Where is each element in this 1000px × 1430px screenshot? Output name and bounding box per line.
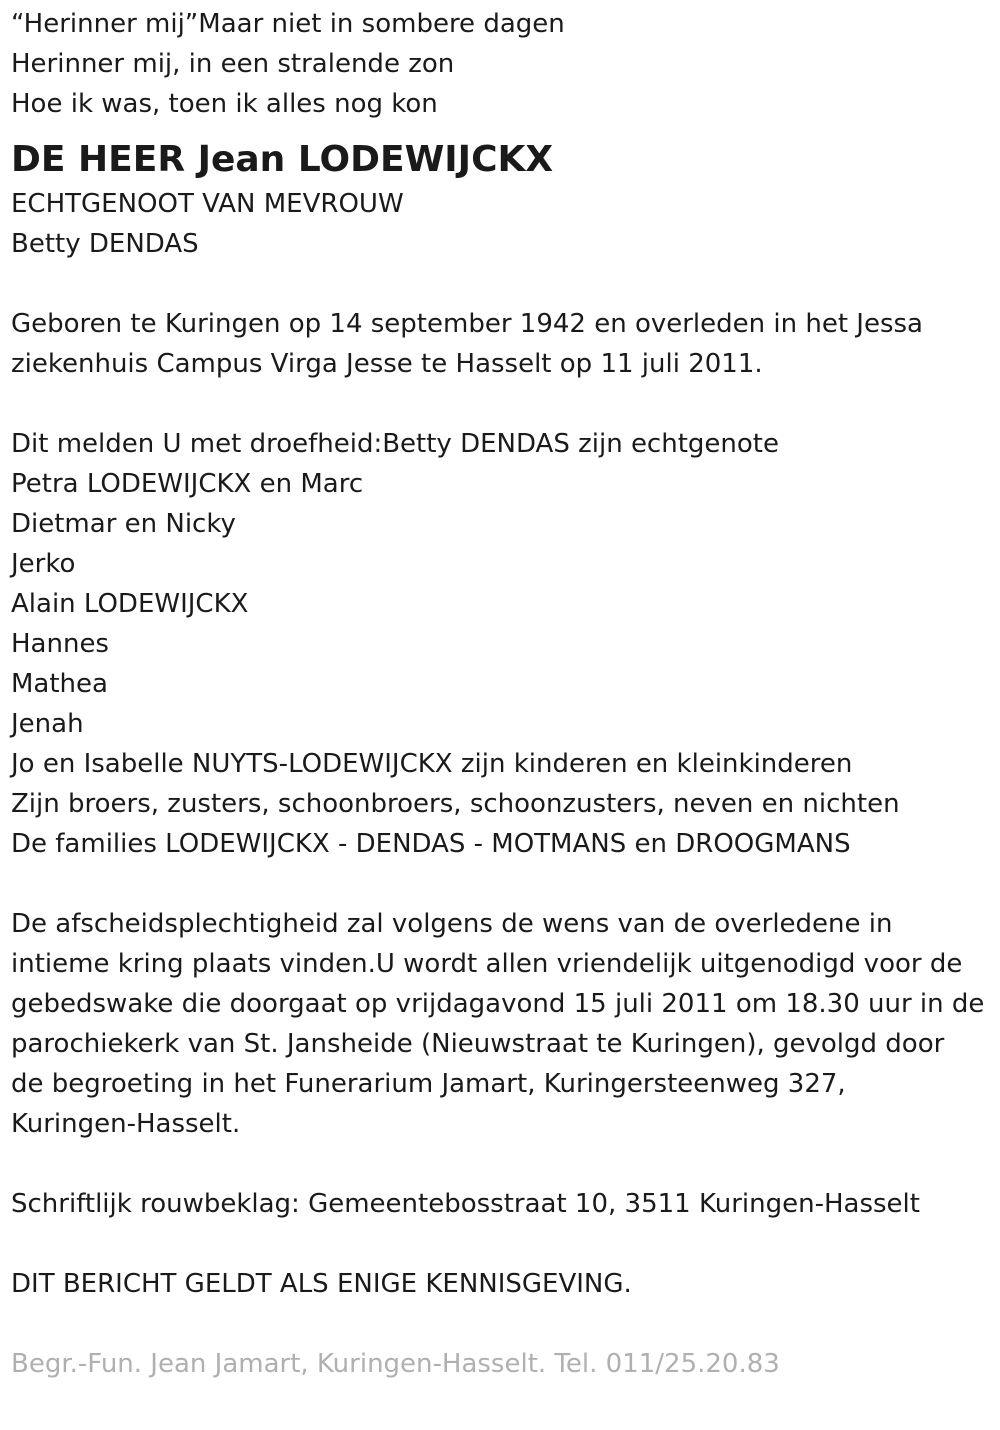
spouse-title: ECHTGENOOT VAN MEVROUW	[11, 189, 404, 219]
spacer	[11, 384, 1000, 424]
mourner-line: Jerko	[11, 549, 76, 579]
poem-line: Hoe ik was, toen ik alles nog kon	[11, 89, 438, 119]
funeral-home-footer: Begr.-Fun. Jean Jamart, Kuringen-Hasselt. Tel. 011/25.20.83	[11, 1349, 780, 1379]
spouse-name: Betty DENDAS	[11, 229, 199, 259]
mourner-line: Dietmar en Nicky	[11, 509, 236, 539]
paragraph-line: gebedswake die doorgaat op vrijdagavond 15 juli 2011 om 18.30 uur in de	[11, 989, 985, 1019]
mourner-line: Jo en Isabelle NUYTS-LODEWIJCKX zijn kinderen en kleinkinderen	[11, 749, 853, 779]
mourner-line: De families LODEWIJCKX - DENDAS - MOTMANS en DROOGMANS	[11, 829, 851, 859]
spacer	[11, 1224, 1000, 1264]
mourners-list	[11, 424, 1000, 864]
spacer	[11, 1144, 1000, 1184]
deceased-name: DE HEER Jean LODEWIJCKX	[11, 139, 554, 180]
mourner-line: Jenah	[11, 709, 84, 739]
poem-line: Herinner mij, in een stralende zon	[11, 49, 455, 79]
mourner-line: Dit melden U met droefheid:Betty DENDAS zijn echtgenote	[11, 429, 779, 459]
paragraph-line: Geboren te Kuringen op 14 september 1942 en overleden in het Jessa	[11, 309, 923, 339]
spacer	[11, 864, 1000, 904]
poem	[11, 4, 1000, 124]
paragraph-line: parochiekerk van St. Jansheide (Nieuwstraat te Kuringen), gevolgd door	[11, 1029, 945, 1059]
paragraph-line: Kuringen-Hasselt.	[11, 1109, 241, 1139]
condolence-address: Schriftlijk rouwbeklag: Gemeentebosstraat 10, 3511 Kuringen-Hasselt	[11, 1189, 920, 1219]
paragraph-line: De afscheidsplechtigheid zal volgens de wens van de overledene in	[11, 909, 893, 939]
paragraph-line: intieme kring plaats vinden.U wordt allen vriendelijk uitgenodigd voor de	[11, 949, 963, 979]
mourner-line: Hannes	[11, 629, 109, 659]
paragraph-line: de begroeting in het Funerarium Jamart, Kuringersteenweg 327,	[11, 1069, 846, 1099]
spacer	[11, 264, 1000, 304]
poem-line: “Herinner mij”Maar niet in sombere dagen	[11, 9, 565, 39]
birth-death-paragraph	[11, 304, 1000, 384]
notice-statement: DIT BERICHT GELDT ALS ENIGE KENNISGEVING.	[11, 1269, 632, 1299]
ceremony-paragraph	[11, 904, 1000, 1144]
mourner-line: Mathea	[11, 669, 108, 699]
mourner-line: Petra LODEWIJCKX en Marc	[11, 469, 364, 499]
spacer	[11, 1304, 1000, 1344]
mourner-line: Zijn broers, zusters, schoonbroers, schoonzusters, neven en nichten	[11, 789, 900, 819]
paragraph-line: ziekenhuis Campus Virga Jesse te Hasselt op 11 juli 2011.	[11, 349, 763, 379]
mourner-line: Alain LODEWIJCKX	[11, 589, 249, 619]
